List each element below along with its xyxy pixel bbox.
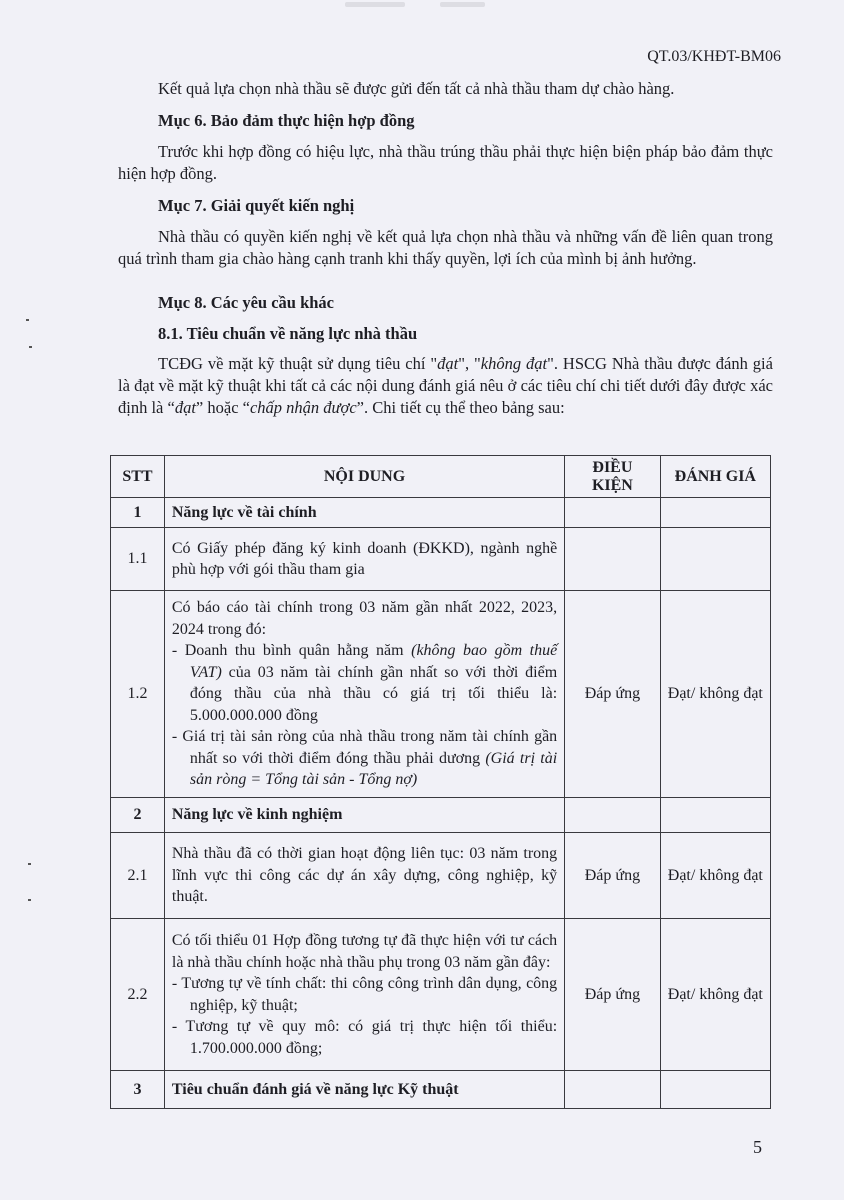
cell-condition <box>565 528 660 591</box>
section-6-body: Trước khi hợp đồng có hiệu lực, nhà thầu trúng thầu phải thực hiện biện pháp bảo đảm thực hiện hợp đồng. <box>118 142 773 183</box>
cell-evaluation: Đạt/ không đạt <box>660 591 770 798</box>
cell-evaluation: Đạt/ không đạt <box>660 833 770 919</box>
cell-content <box>164 591 564 798</box>
table-row <box>111 528 771 591</box>
section-7-heading: Mục 7. Giải quyết kiến nghị <box>158 196 355 215</box>
table-row <box>111 919 771 1071</box>
cell-evaluation <box>660 528 770 591</box>
scan-artifact <box>26 319 29 321</box>
text-run: - Doanh thu bình quân hằng năm <box>171 642 412 660</box>
section-6-heading: Mục 6. Bảo đảm thực hiện hợp đồng <box>158 111 415 130</box>
cell-content <box>164 919 564 1071</box>
table-row <box>111 798 771 833</box>
cell-stt: 1.1 <box>111 528 165 591</box>
section-7-body: Nhà thầu có quyền kiến nghị về kết quả lựa chọn nhà thầu và những vấn đề liên quan trong quá trình tham gia chào hàng cạnh tranh khi thấy quyền, lợi ích của mình bị ảnh hưởng. <box>118 227 773 268</box>
result-notice-paragraph: Kết quả lựa chọn nhà thầu sẽ được gửi đến tất cả nhà thầu tham dự chào hàng. <box>158 79 675 98</box>
emphasis: chấp nhận được <box>249 398 357 417</box>
text-run: của 03 năm tài chính gần nhất so với thời điểm đóng thầu của nhà thầu có giá trị tối thiểu là: 5.000.000.000 đồng <box>189 663 558 724</box>
document-code: QT.03/KHĐT-BM06 <box>647 48 781 65</box>
emphasis: đạt <box>174 398 196 417</box>
content-bullet: - Tương tự về quy mô: có giá trị thực hiện tối thiểu: 1.700.000.000 đồng; <box>171 1018 558 1057</box>
header-content: NỘI DUNG <box>164 456 564 498</box>
criteria-table <box>110 455 771 1109</box>
emphasis: (Giá trị tài sản ròng = Tổng tài sản - Tổng nợ) <box>189 749 558 789</box>
cell-evaluation <box>660 1071 770 1109</box>
scan-artifact <box>28 863 31 865</box>
content-bullet: - Tương tự về tính chất: thi công công trình dân dụng, công nghiệp, kỹ thuật; <box>171 975 558 1014</box>
content-bullet <box>172 726 557 791</box>
cell-stt: 2.2 <box>111 919 165 1071</box>
scan-artifact <box>440 2 485 7</box>
cell-content: Năng lực về tài chính <box>164 498 564 528</box>
text-run: - Giá trị tài sản ròng của nhà thầu trong năm tài chính gần nhất so với thời điểm đóng thầu phải dương <box>171 728 558 767</box>
cell-condition: Đáp ứng <box>565 919 660 1071</box>
section-8-1-body <box>118 353 773 419</box>
section-8-1-heading: 8.1. Tiêu chuẩn về năng lực nhà thầu <box>158 324 418 343</box>
emphasis: (không bao gồm thuế VAT) <box>189 642 558 681</box>
cell-evaluation <box>660 498 770 528</box>
table-row <box>111 833 771 919</box>
content-bullet <box>172 640 557 726</box>
cell-condition <box>565 498 660 528</box>
text-run: ”. Chi tiết cụ thể theo bảng sau: <box>356 398 565 417</box>
content-intro: Có tối thiểu 01 Hợp đồng tương tự đã thực hiện với tư cách là nhà thầu chính hoặc nhà thầu phụ trong 03 năm gần đây: <box>171 932 558 971</box>
cell-content: Tiêu chuẩn đánh giá về năng lực Kỹ thuật <box>164 1071 564 1109</box>
cell-condition <box>565 798 660 833</box>
cell-content: Nhà thầu đã có thời gian hoạt động liên tục: 03 năm trong lĩnh vực thi công các dự án xây dựng, công nghiệp, kỹ thuật. <box>164 833 564 919</box>
table-row <box>111 498 771 528</box>
text-run: TCĐG về mặt kỹ thuật sử dụng tiêu chí " <box>158 354 438 373</box>
cell-stt: 1.2 <box>111 591 165 798</box>
cell-evaluation <box>660 798 770 833</box>
scan-artifact <box>345 2 405 7</box>
table-header-row <box>111 456 771 498</box>
text-run: ". HSCG Nhà thầu được đánh giá là đạt về mặt kỹ thuật khi tất cả các nội dung đánh giá nêu ở các tiêu chí chi tiết dưới đây được xác định là “ <box>118 354 773 417</box>
scan-artifact <box>28 899 31 901</box>
header-evaluation: ĐÁNH GIÁ <box>660 456 770 498</box>
emphasis: không đạt <box>480 354 548 373</box>
content-intro: Có báo cáo tài chính trong 03 năm gần nhất 2022, 2023, 2024 trong đó: <box>171 599 558 638</box>
cell-condition: Đáp ứng <box>565 833 660 919</box>
scan-artifact <box>29 346 32 348</box>
cell-content: Có Giấy phép đăng ký kinh doanh (ĐKKD), ngành nghề phù hợp với gói thầu tham gia <box>164 528 564 591</box>
cell-stt: 2.1 <box>111 833 165 919</box>
cell-stt: 3 <box>111 1071 165 1109</box>
cell-condition <box>565 1071 660 1109</box>
page-number: 5 <box>753 1137 762 1157</box>
section-8-heading: Mục 8. Các yêu cầu khác <box>158 293 334 312</box>
text-run: ” hoặc “ <box>195 398 250 417</box>
cell-stt: 2 <box>111 798 165 833</box>
table-row <box>111 1071 771 1109</box>
cell-evaluation: Đạt/ không đạt <box>660 919 770 1071</box>
cell-stt: 1 <box>111 498 165 528</box>
cell-condition: Đáp ứng <box>565 591 660 798</box>
text-run: ", " <box>458 354 481 373</box>
header-condition: ĐIỀU KIỆN <box>565 456 660 498</box>
emphasis: đạt <box>437 354 459 373</box>
table-row <box>111 591 771 798</box>
header-stt: STT <box>111 456 165 498</box>
cell-content: Năng lực về kinh nghiệm <box>164 798 564 833</box>
